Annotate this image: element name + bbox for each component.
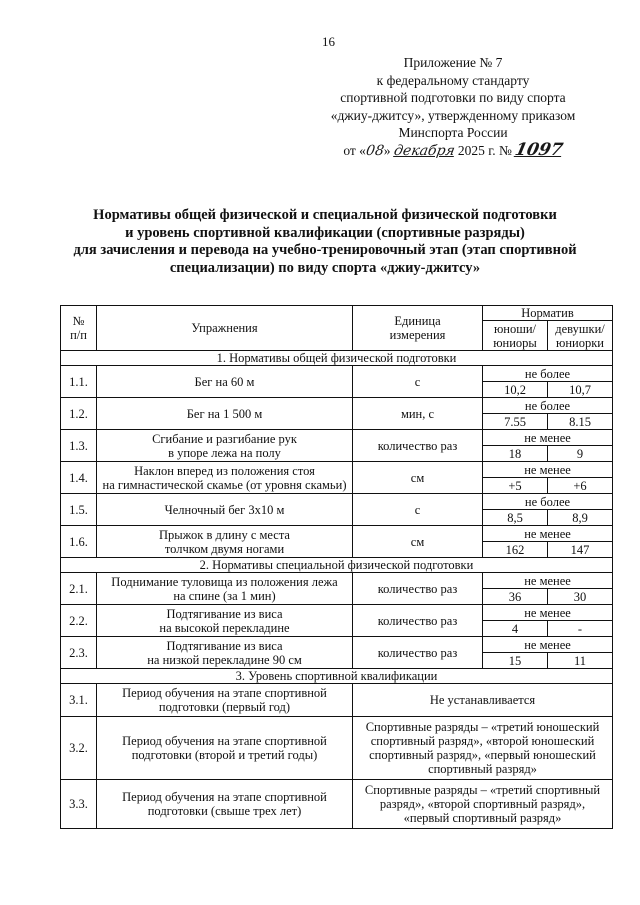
row-exercise: Челночный бег 3х10 м xyxy=(97,494,353,526)
row-unit: количество раз xyxy=(353,573,483,605)
section-title: 1. Нормативы общей физической подготовки xyxy=(61,351,613,366)
row-num: 1.1. xyxy=(61,366,97,398)
row-exercise: Прыжок в длину с места толчком двумя ногами xyxy=(97,526,353,558)
row-num: 1.2. xyxy=(61,398,97,430)
header-num: № п/п xyxy=(61,306,97,351)
row-num: 2.1. xyxy=(61,573,97,605)
row-condition: не менее xyxy=(483,462,613,478)
row-condition: не менее xyxy=(483,430,613,446)
row-exercise: Наклон вперед из положения стоя на гимнастической скамье (от уровня скамьи) xyxy=(97,462,353,494)
section3-rows xyxy=(61,684,613,829)
row-num: 3.2. xyxy=(61,717,97,780)
table-row xyxy=(61,637,613,653)
row-unit: количество раз xyxy=(353,637,483,669)
document-title xyxy=(60,207,590,277)
row-boys: 4 xyxy=(483,621,548,637)
row-exercise: Период обучения на этапе спортивной подготовки (второй и третий годы) xyxy=(97,717,353,780)
row-girls: 10,7 xyxy=(548,382,613,398)
handwritten-day: 08 xyxy=(364,142,386,159)
row-girls: 8,9 xyxy=(548,510,613,526)
row-condition: не более xyxy=(483,398,613,414)
table-row xyxy=(61,526,613,542)
table-row xyxy=(61,573,613,589)
norms-table xyxy=(60,305,613,829)
table-row xyxy=(61,462,613,478)
appendix-line: «джиу-джитсу», утвержденному приказом xyxy=(330,107,576,123)
section-title: 3. Уровень спортивной квалификации xyxy=(61,669,613,684)
table-row xyxy=(61,430,613,446)
table-row xyxy=(61,494,613,510)
title-line: специализации) по виду спорта «джиу-джитсу» xyxy=(169,259,481,276)
row-qualification: Спортивные разряды – «третий спортивный разряд», «второй спортивный разряд», «первый спортивный разряд» xyxy=(353,780,613,829)
row-boys: 8,5 xyxy=(483,510,548,526)
row-unit: с xyxy=(353,494,483,526)
header-exercise: Упражнения xyxy=(97,306,353,351)
row-boys: 7.55 xyxy=(483,414,548,430)
row-unit: количество раз xyxy=(353,605,483,637)
appendix-line: к федеральному стандарту xyxy=(376,72,530,88)
row-num: 1.6. xyxy=(61,526,97,558)
row-qualification: Не устанавливается xyxy=(353,684,613,717)
title-line: для зачисления и перевода на учебно-тренировочный этап (этап спортивной xyxy=(73,242,577,258)
section1-rows xyxy=(61,366,613,558)
row-num: 1.3. xyxy=(61,430,97,462)
row-num: 3.1. xyxy=(61,684,97,717)
row-condition: не более xyxy=(483,366,613,382)
header-boys: юноши/ юниоры xyxy=(483,321,548,351)
table-row xyxy=(61,684,613,717)
section-row xyxy=(61,558,613,573)
row-exercise: Период обучения на этапе спортивной подготовки (свыше трех лет) xyxy=(97,780,353,829)
row-num: 2.3. xyxy=(61,637,97,669)
table-row xyxy=(61,780,613,829)
date-quote: » xyxy=(383,142,391,158)
row-unit: мин, с xyxy=(353,398,483,430)
row-exercise: Период обучения на этапе спортивной подготовки (первый год) xyxy=(97,684,353,717)
row-unit: количество раз xyxy=(353,430,483,462)
header-girls: девушки/ юниорки xyxy=(548,321,613,351)
row-condition: не менее xyxy=(483,605,613,621)
row-boys: 18 xyxy=(483,446,548,462)
page-number: 16 xyxy=(322,34,335,49)
row-qualification: Спортивные разряды – «третий юношеский спортивный разряд», «второй юношеский спортивный разряд», «первый юношеский спортивный разряд» xyxy=(353,717,613,780)
row-exercise: Подтягивание из виса на низкой перекладине 90 см xyxy=(97,637,353,669)
row-girls: 9 xyxy=(548,446,613,462)
row-girls: 147 xyxy=(548,542,613,558)
table-row xyxy=(61,366,613,382)
row-num: 1.4. xyxy=(61,462,97,494)
row-exercise: Подтягивание из виса на высокой перекладине xyxy=(97,605,353,637)
appendix-line: спортивной подготовки по виду спорта xyxy=(340,90,566,106)
row-unit: с xyxy=(353,366,483,398)
handwritten-order-number: 1097 xyxy=(513,139,565,160)
row-boys: 15 xyxy=(483,653,548,669)
table-row xyxy=(61,398,613,414)
handwritten-month: декабря xyxy=(392,142,457,159)
row-boys: 162 xyxy=(483,542,548,558)
row-boys: 10,2 xyxy=(483,382,548,398)
row-num: 3.3. xyxy=(61,780,97,829)
row-exercise: Бег на 1 500 м xyxy=(97,398,353,430)
row-exercise: Бег на 60 м xyxy=(97,366,353,398)
order-date-line xyxy=(318,139,588,161)
row-girls: 30 xyxy=(548,589,613,605)
row-exercise: Поднимание туловища из положения лежа на спине (за 1 мин) xyxy=(97,573,353,605)
table-row xyxy=(61,717,613,780)
row-girls: +6 xyxy=(548,478,613,494)
appendix-block xyxy=(318,54,588,161)
section-row xyxy=(61,351,613,366)
row-girls: 8.15 xyxy=(548,414,613,430)
row-condition: не более xyxy=(483,494,613,510)
header-unit: Единица измерения xyxy=(353,306,483,351)
title-line: Нормативы общей физической и специальной физической подготовки xyxy=(93,207,557,223)
row-condition: не менее xyxy=(483,637,613,653)
date-prefix: от « xyxy=(343,142,366,158)
row-girls: - xyxy=(548,621,613,637)
row-condition: не менее xyxy=(483,573,613,589)
header-norm: Норматив xyxy=(483,306,613,321)
section-row xyxy=(61,669,613,684)
table-header-row xyxy=(61,306,613,321)
date-year: 2025 г. № xyxy=(457,142,512,158)
table-row xyxy=(61,605,613,621)
row-condition: не менее xyxy=(483,526,613,542)
row-num: 2.2. xyxy=(61,605,97,637)
row-boys: +5 xyxy=(483,478,548,494)
title-line: и уровень спортивной квалификации (спортивные разряды) xyxy=(125,224,525,241)
section-title: 2. Нормативы специальной физической подготовки xyxy=(61,558,613,573)
row-girls: 11 xyxy=(548,653,613,669)
row-exercise: Сгибание и разгибание рук в упоре лежа на полу xyxy=(97,430,353,462)
row-num: 1.5. xyxy=(61,494,97,526)
row-unit: см xyxy=(353,526,483,558)
row-boys: 36 xyxy=(483,589,548,605)
section2-rows xyxy=(61,573,613,669)
appendix-line: Приложение № 7 xyxy=(403,55,503,70)
appendix-line: Минспорта России xyxy=(398,125,508,141)
row-unit: см xyxy=(353,462,483,494)
